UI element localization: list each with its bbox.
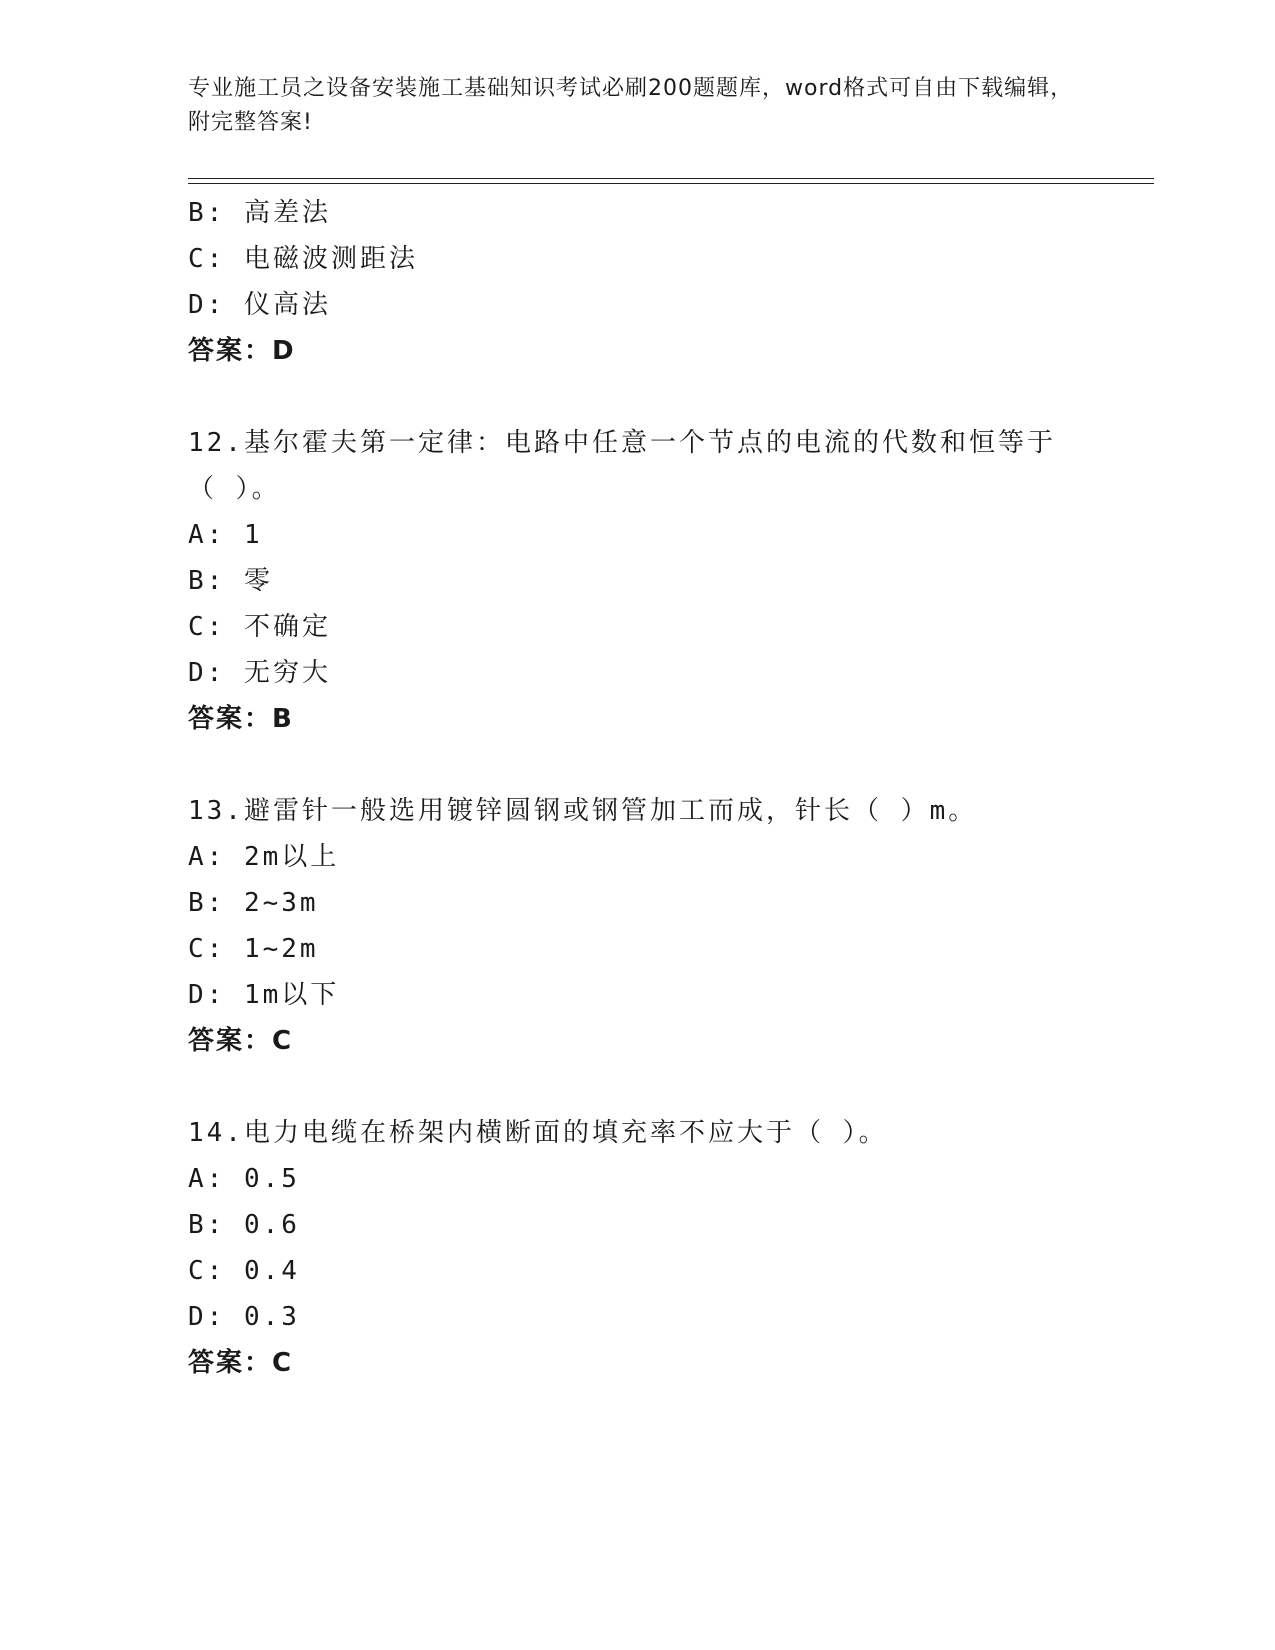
question-stem: 14.电力电缆在桥架内横断面的填充率不应大于（ ）。 [188,1118,888,1148]
spacer [188,742,1088,788]
answer-line: 答案：C [188,1026,294,1056]
option-d: D: 1m以下 [188,980,340,1010]
option-d: D: 无穷大 [188,658,331,688]
option-c: C: 电磁波测距法 [188,244,418,274]
option-b: B: 0.6 [188,1210,300,1240]
option-b: B: 零 [188,566,273,596]
question-block-14 [188,1110,1088,1386]
option-a: A: 0.5 [188,1164,300,1194]
question-stem: 12.基尔霍夫第一定律：电路中任意一个节点的电流的代数和恒等于（ ）。 [188,428,1056,504]
option-d: D: 0.3 [188,1302,300,1332]
header-divider-bottom [188,183,1154,184]
header-divider-top [188,178,1154,179]
document-header-title: 专业施工员之设备安装施工基础知识考试必刷200题题库，word格式可自由下载编辑，附完整答案! [188,76,1074,135]
spacer [188,374,1088,420]
option-d: D: 仪高法 [188,290,331,320]
document-body [188,190,1088,1386]
answer-line: 答案：D [188,336,296,366]
option-c: C: 不确定 [188,612,331,642]
option-b: B: 2~3m [188,888,319,918]
question-block-13 [188,788,1088,1064]
question-stem: 13.避雷针一般选用镀锌圆钢或钢管加工而成，针长（ ）m。 [188,796,978,826]
option-b: B: 高差法 [188,198,331,228]
option-c: C: 0.4 [188,1256,300,1286]
question-block-12 [188,420,1088,742]
answer-line: 答案：C [188,1348,294,1378]
question-block-11 [188,190,1088,374]
option-a: A: 1 [188,520,263,550]
option-a: A: 2m以上 [188,842,340,872]
spacer [188,1064,1088,1110]
answer-line: 答案：B [188,704,294,734]
option-c: C: 1~2m [188,934,319,964]
